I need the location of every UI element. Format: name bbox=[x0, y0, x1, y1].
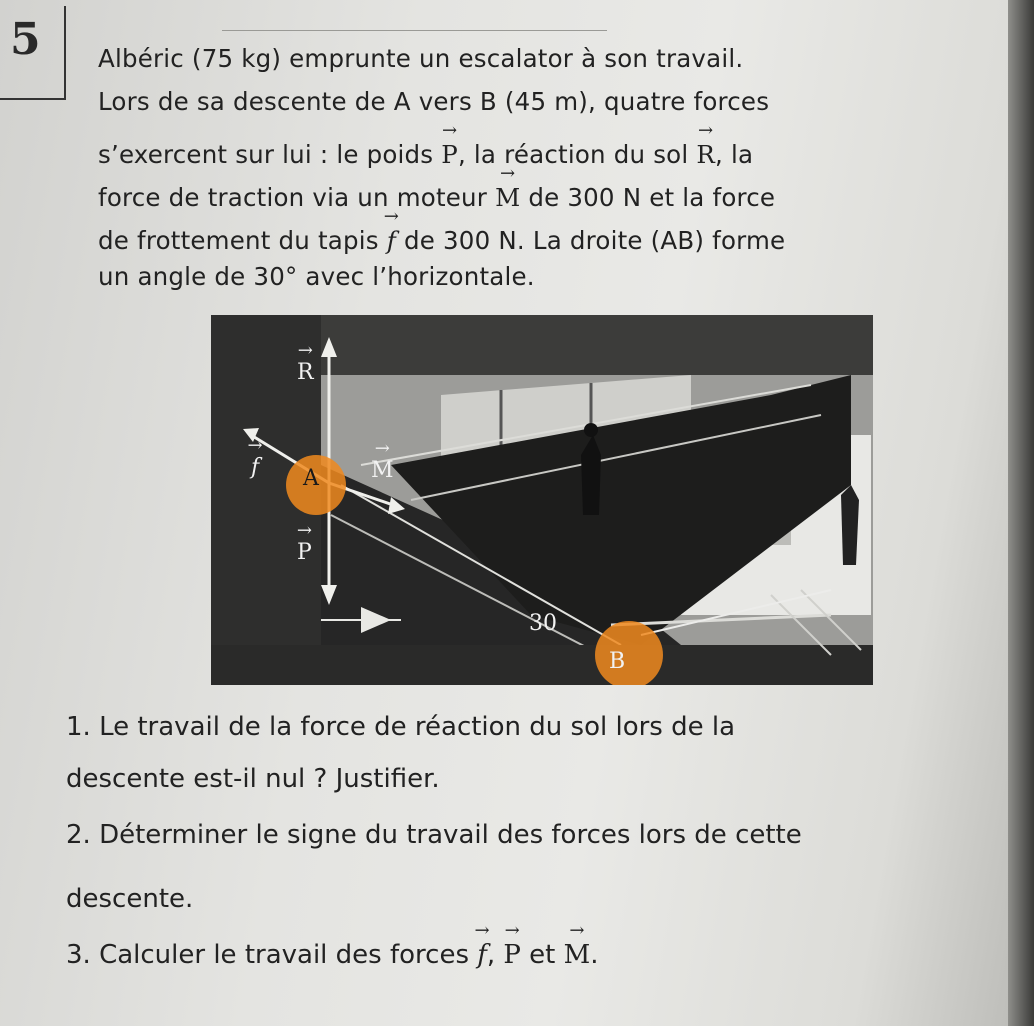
label-P: → P bbox=[297, 540, 312, 565]
vector-f: → f bbox=[387, 226, 396, 255]
escalator-figure bbox=[211, 315, 873, 685]
vector-P: → P bbox=[441, 140, 458, 169]
vector-P-q3: → P bbox=[503, 940, 521, 970]
question-2-line-2: descente. bbox=[66, 884, 194, 914]
label-A: A bbox=[303, 466, 319, 491]
label-B: B bbox=[609, 649, 626, 674]
label-M: → M bbox=[371, 458, 394, 483]
question-3: 3. Calculer le travail des forces → f, → P et → M. bbox=[66, 940, 599, 970]
statement-line-3: s’exercent sur lui : le poids → P, la réaction du sol → R, la bbox=[98, 140, 753, 169]
divider-line bbox=[222, 30, 607, 31]
book-edge bbox=[1008, 0, 1034, 1026]
vector-R: → R bbox=[696, 140, 715, 169]
statement-line-5: de frottement du tapis → f de 300 N. La droite (AB) forme bbox=[98, 226, 785, 255]
question-1-line-2: descente est-il nul ? Justifier. bbox=[66, 764, 440, 794]
label-f: → f bbox=[251, 455, 259, 480]
label-angle: 30 bbox=[529, 611, 557, 636]
statement-line-4: force de traction via un moteur → M de 300 N et la force bbox=[98, 183, 775, 212]
statement-line-6: un angle de 30° avec l’horizontale. bbox=[98, 262, 535, 291]
vector-M: → M bbox=[495, 183, 520, 212]
label-R: → R bbox=[297, 360, 314, 385]
vector-M-q3: → M bbox=[564, 940, 591, 970]
exercise-number-box bbox=[0, 6, 66, 100]
vector-f-q3: → f bbox=[477, 940, 487, 970]
statement-line-1: Albéric (75 kg) emprunte un escalator à son travail. bbox=[98, 44, 744, 73]
statement-line-2: Lors de sa descente de A vers B (45 m), quatre forces bbox=[98, 87, 770, 116]
exercise-number: 5 bbox=[10, 14, 41, 65]
question-2-line-1: 2. Déterminer le signe du travail des forces lors de cette bbox=[66, 820, 802, 850]
question-1-line-1: 1. Le travail de la force de réaction du sol lors de la bbox=[66, 712, 736, 742]
